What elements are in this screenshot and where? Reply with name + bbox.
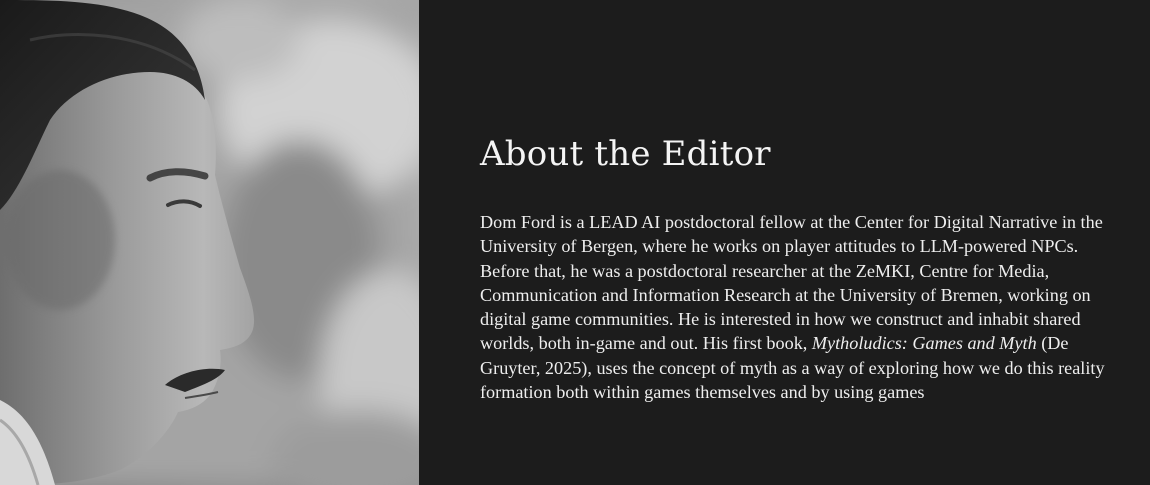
- bio-text-part-2: (De Gruyter, 2025), uses the concept of myth as a way of exploring how we do this reality formation both within games themselves and by using games: [480, 333, 1105, 403]
- editor-portrait-photo: [0, 0, 419, 485]
- book-title: Mytholudics: Games and Myth: [811, 333, 1037, 354]
- about-editor-content: [419, 0, 1150, 485]
- section-heading: About the Editor: [480, 134, 771, 174]
- editor-bio: [480, 210, 1110, 404]
- bio-text-part-1: Dom Ford is a LEAD AI postdoctoral fellow at the Center for Digital Narrative in the University of Bergen, where he works on player attitudes to LLM-powered NPCs. Before that, he was a postdoctoral researcher at the ZeMKI, Centre for Media, Communication and Information Research at the University of Bremen, working on digital game communities. He is interested in how we construct and inhabit shared worlds, both in-game and out. His first book,: [480, 212, 1103, 354]
- editor-portrait-illustration: [0, 0, 419, 485]
